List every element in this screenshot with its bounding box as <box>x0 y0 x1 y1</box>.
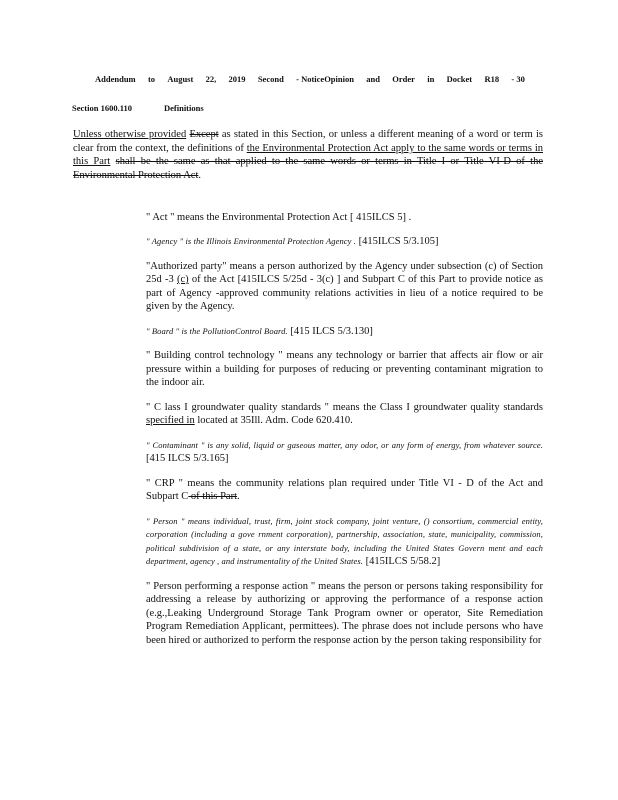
page-header <box>95 74 525 84</box>
header-word: 22, <box>205 74 217 84</box>
inserted-text: Unless otherwise provided <box>73 129 187 140</box>
definition-text: "Authorized party" means a person authorized by the Agency under subsection (c) of Section 25d -3 <box>146 260 543 285</box>
definition-text: " C lass I groundwater quality standards " means the Class I groundwater quality standards <box>146 401 543 413</box>
definition-person-performing-response-action <box>146 580 543 648</box>
definition-text: " Board " is the PollutionControl Board. <box>146 325 288 336</box>
definition-person <box>146 515 543 569</box>
section-title: Definitions <box>163 103 204 113</box>
definition-text: . <box>237 491 240 502</box>
definition-text: " Person " means individual, trust, firm, joint stock company, joint venture, () consortium, commercial entity, corporation (including a gove rnment corporation), partnership, association, state, municipality, commission, political subdivision of a state, or any interstate body, including the United States Govern ment and each department, agency , and instrumentality of the United States. <box>146 515 543 566</box>
definition-text: " Contaminant " is any solid, liquid or gaseous matter, any odor, or any form of energy, from whatever source. <box>146 439 543 450</box>
definition-agency <box>146 235 543 249</box>
definition-class-i-groundwater <box>146 401 543 428</box>
citation: [415ILCS 5/58.2] <box>363 556 441 567</box>
header-word: in <box>427 74 435 84</box>
inserted-text: (c) <box>176 274 189 285</box>
inserted-text: the Environmental Protection Act apply to the same words or terms in this Part <box>73 142 543 168</box>
definition-text: " Agency " is the Illinois Environmental Protection Agency . <box>146 236 357 246</box>
definition-authorized-party <box>146 260 543 314</box>
inserted-text: specified in <box>146 415 195 426</box>
definition-text: " Act " means the Environmental Protection Act [ 415ILCS 5] . <box>146 211 412 223</box>
header-word: R18 <box>484 74 500 84</box>
definition-text: " Building control technology " means any technology or barrier that affects air flow or air pressure within a building for purposes of reducing or preventing contaminant migration to the indoor air. <box>146 350 543 388</box>
header-word: and <box>366 74 380 84</box>
definition-board <box>146 325 543 339</box>
deleted-text: shall be the same as that applied to the same words or terms in Title I or Title VI-D of the Environmental Protection Act <box>73 156 544 181</box>
intro-end: . <box>198 169 202 181</box>
header-word: to <box>147 74 156 84</box>
header-word: Addendum <box>95 74 136 84</box>
header-word: - 30 <box>511 74 525 84</box>
header-word: August <box>167 74 194 84</box>
definition-text: " Person performing a response action " means the person or persons taking responsibility for addressing a release by authorizing or approving the performance of a response action (e.g.,Leaking Underground Storage Tank Program owner or operator, Site Remediation Program Remediation Applicant, permittees). The phrase does not include persons who have been hired or authorized to perform the response action by the person taking responsibility for <box>146 580 543 646</box>
deleted-text: Except <box>189 129 219 140</box>
intro-paragraph <box>73 128 543 182</box>
definition-contaminant <box>146 439 543 466</box>
definition-act <box>146 211 543 225</box>
header-word: - NoticeOpinion <box>296 74 354 84</box>
section-heading <box>72 103 204 113</box>
header-word: Second <box>257 74 284 84</box>
definition-text: located at 35Ill. Adm. Code 620.410. <box>194 415 353 426</box>
definition-crp <box>146 477 543 504</box>
header-word: 2019 <box>228 74 246 84</box>
deleted-text: of this Part <box>188 491 238 502</box>
header-word: Docket <box>446 74 473 84</box>
section-number: Section 1600.110 <box>72 103 132 113</box>
header-word: Order <box>392 74 415 84</box>
definitions-list <box>146 200 543 658</box>
citation: [415ILCS 5/3.105] <box>356 236 439 247</box>
definition-building-control-technology <box>146 349 543 390</box>
definition-text: of the Act [415ILCS 5/25d - 3(c) ] and Subpart C of this Part to provide notice as part of Agency -approved community relations activities in lieu of a notice required to be given by the Agency. <box>146 274 543 312</box>
citation: [415 ILCS 5/3.130] <box>287 325 373 337</box>
definition-text: " CRP " means the community relations plan required under Title VI - D of the Act and Subpart C <box>146 477 543 502</box>
intro-text: as stated in this Section, or unless a different meaning of a word or term is clear from the context, the definitions of <box>73 129 543 154</box>
citation: [415 ILCS 5/3.165] <box>146 453 229 464</box>
